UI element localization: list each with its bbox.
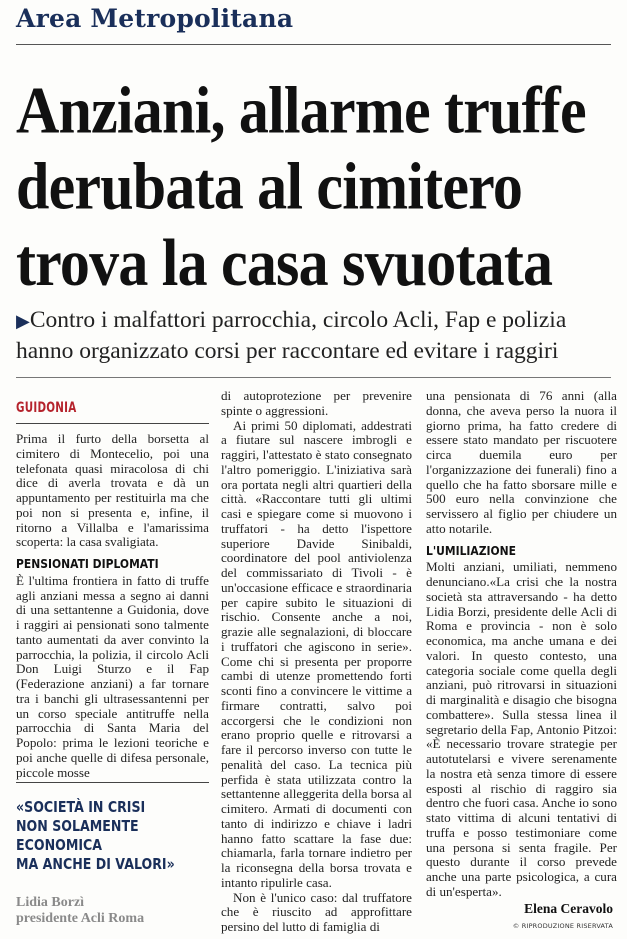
article-column-1: [16, 432, 209, 780]
pullquote-author-name: Lidia Borzì: [16, 895, 85, 910]
pullquote: [16, 798, 184, 874]
headline: [16, 72, 615, 300]
pullquote-author-role: presidente Acli Roma: [16, 911, 145, 926]
body-paragraph: Ai primi 50 diplomati, addestrati a fiutare sul nascere imbrogli e raggiri, l'attestato è stato consegnato l'altro pomeriggio. L'iniziativa sarà ora portata negli altri quartieri della città. «Raccontare tutti gli ultimi casi e spiegare come si muovono i truffatori - ha detto l'ispettore superiore Davide Sinibaldi, coordinatore del pool antiviolenza del commissariato di Tivoli - è un'occasione efficace e straordinaria per capire subito le situazioni di rischio. Consente anche a noi, grazie alle segnalazioni, di bloccare i truffatori che agiscono in serie». Come chi si presenta per proporre cambi di utenze promettendo forti sconti fino a convincere le vittime a firmare contratti, salvo poi accorgersi che le condizioni non erano proprio quelle e ritrovarsi a fare il percorso inverso con tutte le penalità del caso. La tecnica più perfida è stata utilizzata contro la settantenne alleggerita della borsa al cimitero. Armati di documenti con tanto di indirizzo e chiave i ladri hanno fatto scattare la fase due: chiamarla, farla tornare indietro per la riconsegna della borsa trovata e intanto ripulirle casa.: [221, 417, 412, 890]
triangle-marker-icon: ▶: [16, 311, 30, 331]
kicker-location: GUIDONIA: [16, 400, 77, 416]
pullquote-line: MA ANCHE DI VALORI»: [16, 855, 175, 873]
article-column-3: [426, 389, 617, 900]
pullquote-line: ECONOMICA: [16, 836, 103, 854]
body-paragraph: È l'ultima frontiera in fatto di truffe agli anziani messa a segno ai danni di una settantenne a Guidonia, dove i raggiri ai pensionati sono talmente tanto aumentati da aver convinto la parrocchia, la polizia, il circolo Acli Don Luigi Sturzo e il Fap (Federazione anziani) a far tornare tra i banchi gli ultrasessantenni per un corso speciale antitruffe nella parrocchia di Santa Maria del Popolo: prima le lezioni teoriche e poi anche quelle di difesa personale, piccole mosse: [16, 572, 209, 780]
subheadline: [16, 305, 615, 366]
body-paragraph: Molti anziani, umiliati, nemmeno denunciano.«La crisi che la nostra società sta attraversando - ha detto Lidia Borzi, presidente delle Acli di Roma e provincia - non è solo economica, ma anche umana e dei valori. In questo contesto, una categoria sociale come quella degli anziani, può ritrovarsi in situazioni di marginalità e disagio che bisogna combattere». Sulla stessa linea il segretario della Fap, Antonio Pitzoi: «È necessario trovare strategie per autotutelarsi e vivere serenamente la nostra età senza timore di essere esposti al rischio di raggiro sia dentro che fuori casa. Anche io sono stato vittima di alcuni tentativi di truffa e posso testimoniare come una persona si senta fragile. Per questo durante il corso prevede anche una parte psicologica, a cura di un'esperta».: [426, 559, 617, 899]
article-column-2: [221, 389, 412, 935]
subheadline-text: Contro i malfattori parrocchia, circolo Acli, Fap e polizia hanno organizzato corsi per raccontare ed evitare i raggiri: [16, 307, 567, 364]
body-paragraph: di autoprotezione per prevenire spinte o aggressioni.: [221, 388, 412, 418]
body-paragraph: Non è l'unico caso: dal truffatore che è riuscito ad approfittare persino del lutto di famiglia di: [221, 889, 412, 934]
headline-line-3: trova la casa svuotata: [16, 225, 553, 300]
pullquote-author: [16, 895, 144, 927]
pullquote-line: NON SOLAMENTE: [16, 817, 139, 835]
subhead-divider: [16, 377, 611, 378]
headline-line-2: derubata al cimitero: [16, 149, 523, 224]
byline: Elena Ceravolo: [524, 901, 613, 916]
intro-paragraph: Prima il furto della borsetta al cimitero di Montecelio, poi una telefonata quasi miracolosa di chi dice di averla trovata e dà un appuntamento per restituirla ma che poi non si presenta e, infine, il ritorno a Villalba e l'amarissima scoperta: la casa svaligiata.: [16, 431, 209, 550]
subheading-umiliazione: L'UMILIAZIONE: [426, 542, 517, 558]
pullquote-divider: [16, 782, 209, 783]
subheading-pensionati: PENSIONATI DIPLOMATI: [16, 556, 159, 571]
section-title: Area Metropolitana: [16, 4, 294, 33]
headline-line-1: Anziani, allarme truffe: [16, 73, 586, 148]
copyright-notice: © RIPRODUZIONE RISERVATA: [512, 922, 613, 930]
pullquote-line: «SOCIETÀ IN CRISI: [16, 798, 146, 816]
body-paragraph: una pensionata di 76 anni (alla donna, che aveva perso la nuora il giorno prima, ha fatto credere di essere stato mandato per riscuotere circa duemila euro per l'organizzazione dei funerali) fino a quello che ha fatto sborsare mille e 500 euro nella convinzione che servissero al figlio per chiudere un atto notarile.: [426, 388, 617, 536]
top-divider: [16, 44, 611, 45]
kicker-divider: [16, 423, 209, 424]
